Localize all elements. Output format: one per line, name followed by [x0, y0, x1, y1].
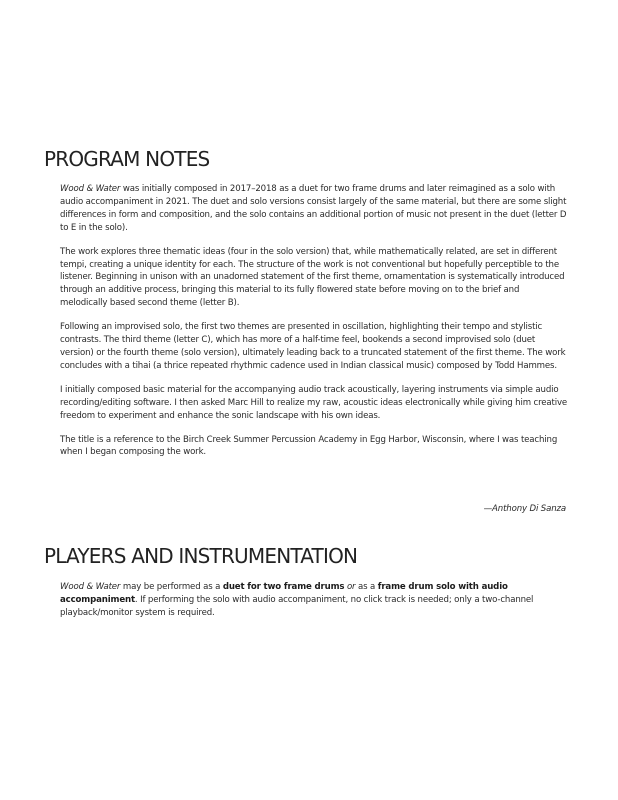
program-notes-paragraph-3: Following an improvised solo, the first two themes are presented in oscillation, highlighting their tempo and stylistic contrasts. The third theme (letter C), which has more of a half-time feel, bookends a second improvised solo (duet version) or the fourth theme (solo version), ultimately leading back to a truncated statement of the first theme. The work concludes with a tihai (a thrice repeated rhythmic cadence used in Indian classical music) composed by Todd Hammes. [60, 322, 566, 371]
program-notes-body [60, 183, 568, 459]
program-notes-paragraph-1 [60, 183, 568, 235]
players-heading: PLAYERS AND INSTRUMENTATION [44, 544, 358, 568]
players-paragraph [60, 581, 540, 620]
program-notes-paragraph-2: The work explores three thematic ideas (four in the solo version) that, while mathematically related, are set in different tempi, creating a unique identity for each. The structure of the work is not conventional but hopefully perceptible to the listener. Beginning in unison with an unadorned statement of the first theme, ornamentation is systematically introduced through an additive process, bringing this material to its fully flowered state before moving on to the brief and melodically based second theme (letter B). [60, 246, 565, 309]
players-body [60, 581, 540, 620]
players-text-2: as a [355, 582, 378, 592]
or-text: or [344, 582, 356, 592]
program-notes-paragraph-5: The title is a reference to the Birch Creek Summer Percussion Academy in Egg Harbor, Wisconsin, where I was teaching when I began composing the work. [60, 434, 558, 458]
work-title: Wood & Water [60, 582, 121, 592]
duet-option: duet for two frame drums [222, 582, 345, 592]
paragraph-1-text: was initially composed in 2017–2018 as a duet for two frame drums and later reimagined as a solo with audio accompaniment in 2021. The duet and solo versions consist largely of the same material, but there are some slight differences in form and composition, and the solo contains an additional portion of music not present in the duet (letter D to E in the solo). [60, 184, 567, 233]
players-text-3: . If performing the solo with audio accompaniment, no click track is needed; only a two-channel playback/monitor system is required. [60, 594, 534, 618]
composer-signature: —Anthony Di Sanza [483, 504, 566, 514]
program-notes-paragraph-4: I initially composed basic material for the accompanying audio track acoustically, layering instruments via simple audio recording/editing software. I then asked Marc Hill to realize my raw, acoustic ideas electronically while giving him creative freedom to experiment and enhance the sonic landscape with his own ideas. [60, 384, 568, 421]
solo-option: frame drum solo with audio accompaniment [60, 582, 508, 605]
program-notes-heading: PROGRAM NOTES [44, 147, 210, 171]
players-text-1: may be performed as a [120, 582, 223, 592]
work-title: Wood & Water [60, 184, 121, 194]
